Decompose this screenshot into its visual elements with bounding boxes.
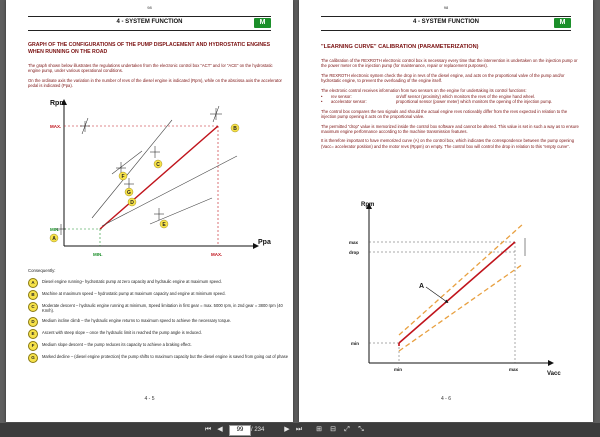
svg-text:G: G: [127, 190, 131, 196]
legend-marker: F: [28, 341, 38, 351]
min-x-label: MIN.: [93, 252, 103, 257]
list-item: A Diesel engine running– hydrostatic pump at zero capacity and hydraulic engine at maximum speed.: [28, 278, 290, 286]
curve-a-label: A: [419, 283, 425, 290]
bullet-item: • accelerator sensor: proportional sensor (power meter) which monitors the opening of the injection pump.: [321, 99, 553, 105]
brand-logo: M: [254, 18, 271, 28]
max-y-label: MAX.: [50, 124, 62, 129]
legend-marker: C: [28, 302, 38, 312]
intro-paragraph: The graph shown below illustrates the regulations undertaken from the electronic control box “ACT” and /or “ACE” on the hydrostatic engine pump, under various operational conditions.: [28, 63, 273, 74]
svg-text:B: B: [233, 126, 237, 132]
paragraph: The REXROTH electronic system check the drop in revs of the diesel engine, and acts on the proportional valve of the pump and/or hydrostatic engine, to prevent the overloading of the engine itself.: [321, 72, 565, 84]
intro-text: [28, 63, 282, 93]
legend-list: [28, 278, 290, 365]
single-page-view-icon[interactable]: ⊟: [330, 426, 336, 433]
paragraph: The calibration of the REXROTH electronic control box is necessary every time that the intervention is undertaken on the injection pump or the power meter on the injection pump (for maintenance, repair or replacement purposes).: [321, 58, 578, 69]
min-y-label: MIN.: [50, 227, 60, 232]
two-page-view-icon[interactable]: ⊞: [316, 426, 322, 433]
first-page-button[interactable]: ⏮: [204, 426, 212, 433]
learning-curve-a: [399, 242, 515, 343]
svg-text:C: C: [156, 162, 160, 168]
previous-page-button[interactable]: ◀: [217, 426, 223, 433]
marker-a: [50, 234, 58, 242]
upper-tolerance-line: [399, 224, 523, 335]
page-footer: 4 - 5: [144, 396, 155, 402]
max-x-label: MAX.: [211, 252, 223, 257]
marker-g: [125, 188, 133, 196]
list-item: E Ascent with steep slope – once the hydraulic limit is reached the pump angle is reduced.: [28, 329, 290, 337]
svg-text:E: E: [162, 222, 166, 228]
svg-text:F: F: [121, 174, 125, 180]
page-footer: 4 - 6: [440, 396, 451, 402]
right-page: [299, 0, 593, 422]
list-item: F Medium slope descent – the pump reduces its capacity to achieve a braking effect.: [28, 341, 290, 349]
total-pages: / 234: [251, 427, 265, 433]
legend-marker: A: [28, 278, 38, 288]
y-axis-label: Rpm: [361, 202, 375, 208]
last-page-button[interactable]: ⏭: [295, 426, 303, 433]
marker-c: [154, 160, 162, 168]
min-y-label: min: [351, 341, 360, 346]
fit-width-icon[interactable]: ⤢: [344, 426, 350, 433]
learning-curve-graph: [329, 198, 569, 380]
intro-paragraph: On the ordinate axis the variation in the number of revs of the diesel engine is indicated (Rpm), while on the abscissa axis the accelerator pedal is indicated (Ppa).: [28, 77, 282, 89]
marker-e: [160, 220, 168, 228]
legend-marker: E: [28, 329, 38, 339]
page-header: [28, 16, 271, 31]
list-item: G Marked decline – (diesel engine protection) the pump shifts to maximum capacity but the diesel engine is saved from going out of phase: [28, 353, 290, 361]
body-text: [321, 58, 579, 153]
header-title: 4 - SYSTEM FUNCTION: [116, 19, 183, 25]
paragraph: It is therefore important to have memorized curve (A) on the control box, which indicates the correspondence between the pump opening (Vacc= accelerator position) and the motor revs (Rppm) on empty. The control box will control the drop in relation to this “empty curve”.: [321, 138, 575, 149]
y-axis-label: Rpm: [50, 100, 66, 107]
x-axis-label: Vacc: [547, 371, 561, 377]
paragraph: The electronic control receives information from two sensors on the engine for undertaking its control functions:: [321, 87, 527, 93]
x-axis-label: Ppa: [258, 239, 271, 246]
left-page: [6, 0, 293, 422]
paragraph: The permitted “drop” value is memorized inside the control box software and cannot be altered. This value is set in such a way as to ensure maximum engine performance according to the machine transmission features.: [321, 123, 579, 135]
page-number-top: 98: [443, 5, 449, 10]
max-y-label: max: [349, 240, 359, 245]
drop-label: drop: [349, 250, 359, 255]
legend-marker: B: [28, 290, 38, 300]
page-number-top: 98: [147, 5, 152, 10]
fullscreen-icon[interactable]: ⤡: [358, 426, 364, 433]
brand-logo: M: [554, 18, 571, 28]
legend-marker: G: [28, 353, 38, 363]
list-item: D Medium incline climb – the hydraulic engine returns to maximum speed to achieve the necessary torque.: [28, 317, 290, 325]
list-item: B Machine at maximum speed – hydrostatic pump at maximum capacity and engine at minimum speed.: [28, 290, 290, 298]
marker-b: [231, 124, 239, 132]
section-title: "LEARNING CURVE" CALIBRATION (PARAMETERIZATION): [321, 44, 479, 50]
svg-text:A: A: [52, 236, 56, 242]
paragraph: The control box compares the two signals and should the actual engine revs noticeably differ from the revs expected in relation to the injection pump opening it acts on the proportional valve.: [321, 108, 568, 120]
list-item: C Moderate descent – hydraulic engine running at minimum, Speed limitation in first gear = max. 5000 rpm, in 2nd gear = 3800 rpm (40 Km/h).: [28, 302, 290, 313]
consequently-label: Consequently:: [28, 268, 56, 273]
page-header: [321, 16, 571, 31]
graph-title: GRAPH OF THE CONFIGURATIONS OF THE PUMP DISPLACEMENT AND HYDROSTATIC ENGINES WHEN RUNNING ON THE ROAD: [28, 42, 271, 55]
viewer-toolbar: [0, 423, 600, 437]
marker-d: [128, 198, 136, 206]
marker-f: [119, 172, 127, 180]
page-number-input[interactable]: 99: [229, 425, 251, 436]
pump-configuration-graph: [32, 96, 282, 260]
svg-text:D: D: [130, 200, 134, 206]
bullet-item: • rev sensor: on/off sensor (proximity) which monitors the revs of the engine hand wheel.: [321, 94, 536, 100]
legend-marker: D: [28, 317, 38, 327]
min-x-label: min: [394, 367, 403, 372]
next-page-button[interactable]: ▶: [284, 426, 290, 433]
lower-tolerance-line: [399, 264, 523, 351]
header-title: 4 - SYSTEM FUNCTION: [412, 19, 479, 25]
max-x-label: max: [509, 367, 519, 372]
